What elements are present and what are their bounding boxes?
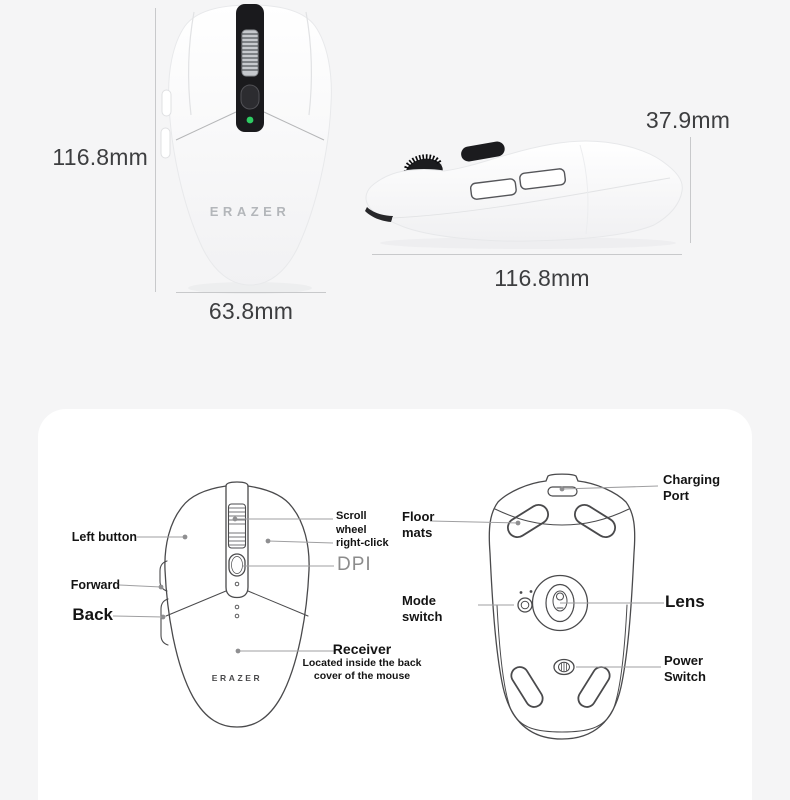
floor-mats-line2: mats [402,524,433,540]
receiver-desc-line1: Located inside the back [302,657,422,669]
charging-port-line1: Charging [663,472,721,487]
top-view-width-label: 63.8mm [208,298,294,324]
receiver-title: Receiver [332,641,392,657]
mode-switch-label [402,593,442,624]
charging-port-label [663,472,720,503]
measure-line-width-top [176,292,326,293]
brand-logo: ERAZER [211,673,263,683]
measure-line-height-side [690,137,691,243]
scroll-wheel-label-line2: wheel [336,523,367,536]
scroll-wheel-label-line1: Scroll [336,510,367,522]
top-view-height-label: 116.8mm [52,144,148,170]
scroll-wheel-label [336,510,389,551]
side-button-forward [162,90,171,116]
receiver-desc-line2: cover of the mouse [313,670,411,682]
receiver-label [298,641,426,683]
dpi-label: DPI [337,554,372,575]
brand-logo: ERAZER [209,204,291,219]
left-button-label: Left button [71,530,137,544]
power-switch-label [664,653,706,684]
mouse-top-photo [160,0,344,300]
scroll-wheel-icon [242,30,258,76]
side-view-length-label: 116.8mm [494,265,590,291]
measure-line-length-side [372,254,682,255]
led-indicator [247,117,254,124]
lens-label: Lens [665,592,705,611]
floor-mats-line1: Floor [402,509,435,524]
mode-switch-line2: switch [402,608,443,624]
floor-mats-label [402,509,435,540]
dpi-button-icon [241,85,259,109]
charging-port-line2: Port [663,487,689,503]
measure-line-height-top [155,8,156,292]
callout-lines [38,409,752,800]
back-label: Back [72,605,113,624]
mouse-side-photo [358,128,692,250]
forward-label: Forward [70,578,120,592]
side-button-back [161,128,170,158]
side-view-height-label: 37.9mm [645,107,731,133]
power-switch-line1: Power [664,653,704,668]
power-switch-line2: Switch [664,668,706,684]
scroll-wheel-label-line3: right-click [336,537,389,549]
mouse-body [366,141,682,241]
mode-switch-line1: Mode [402,593,436,608]
